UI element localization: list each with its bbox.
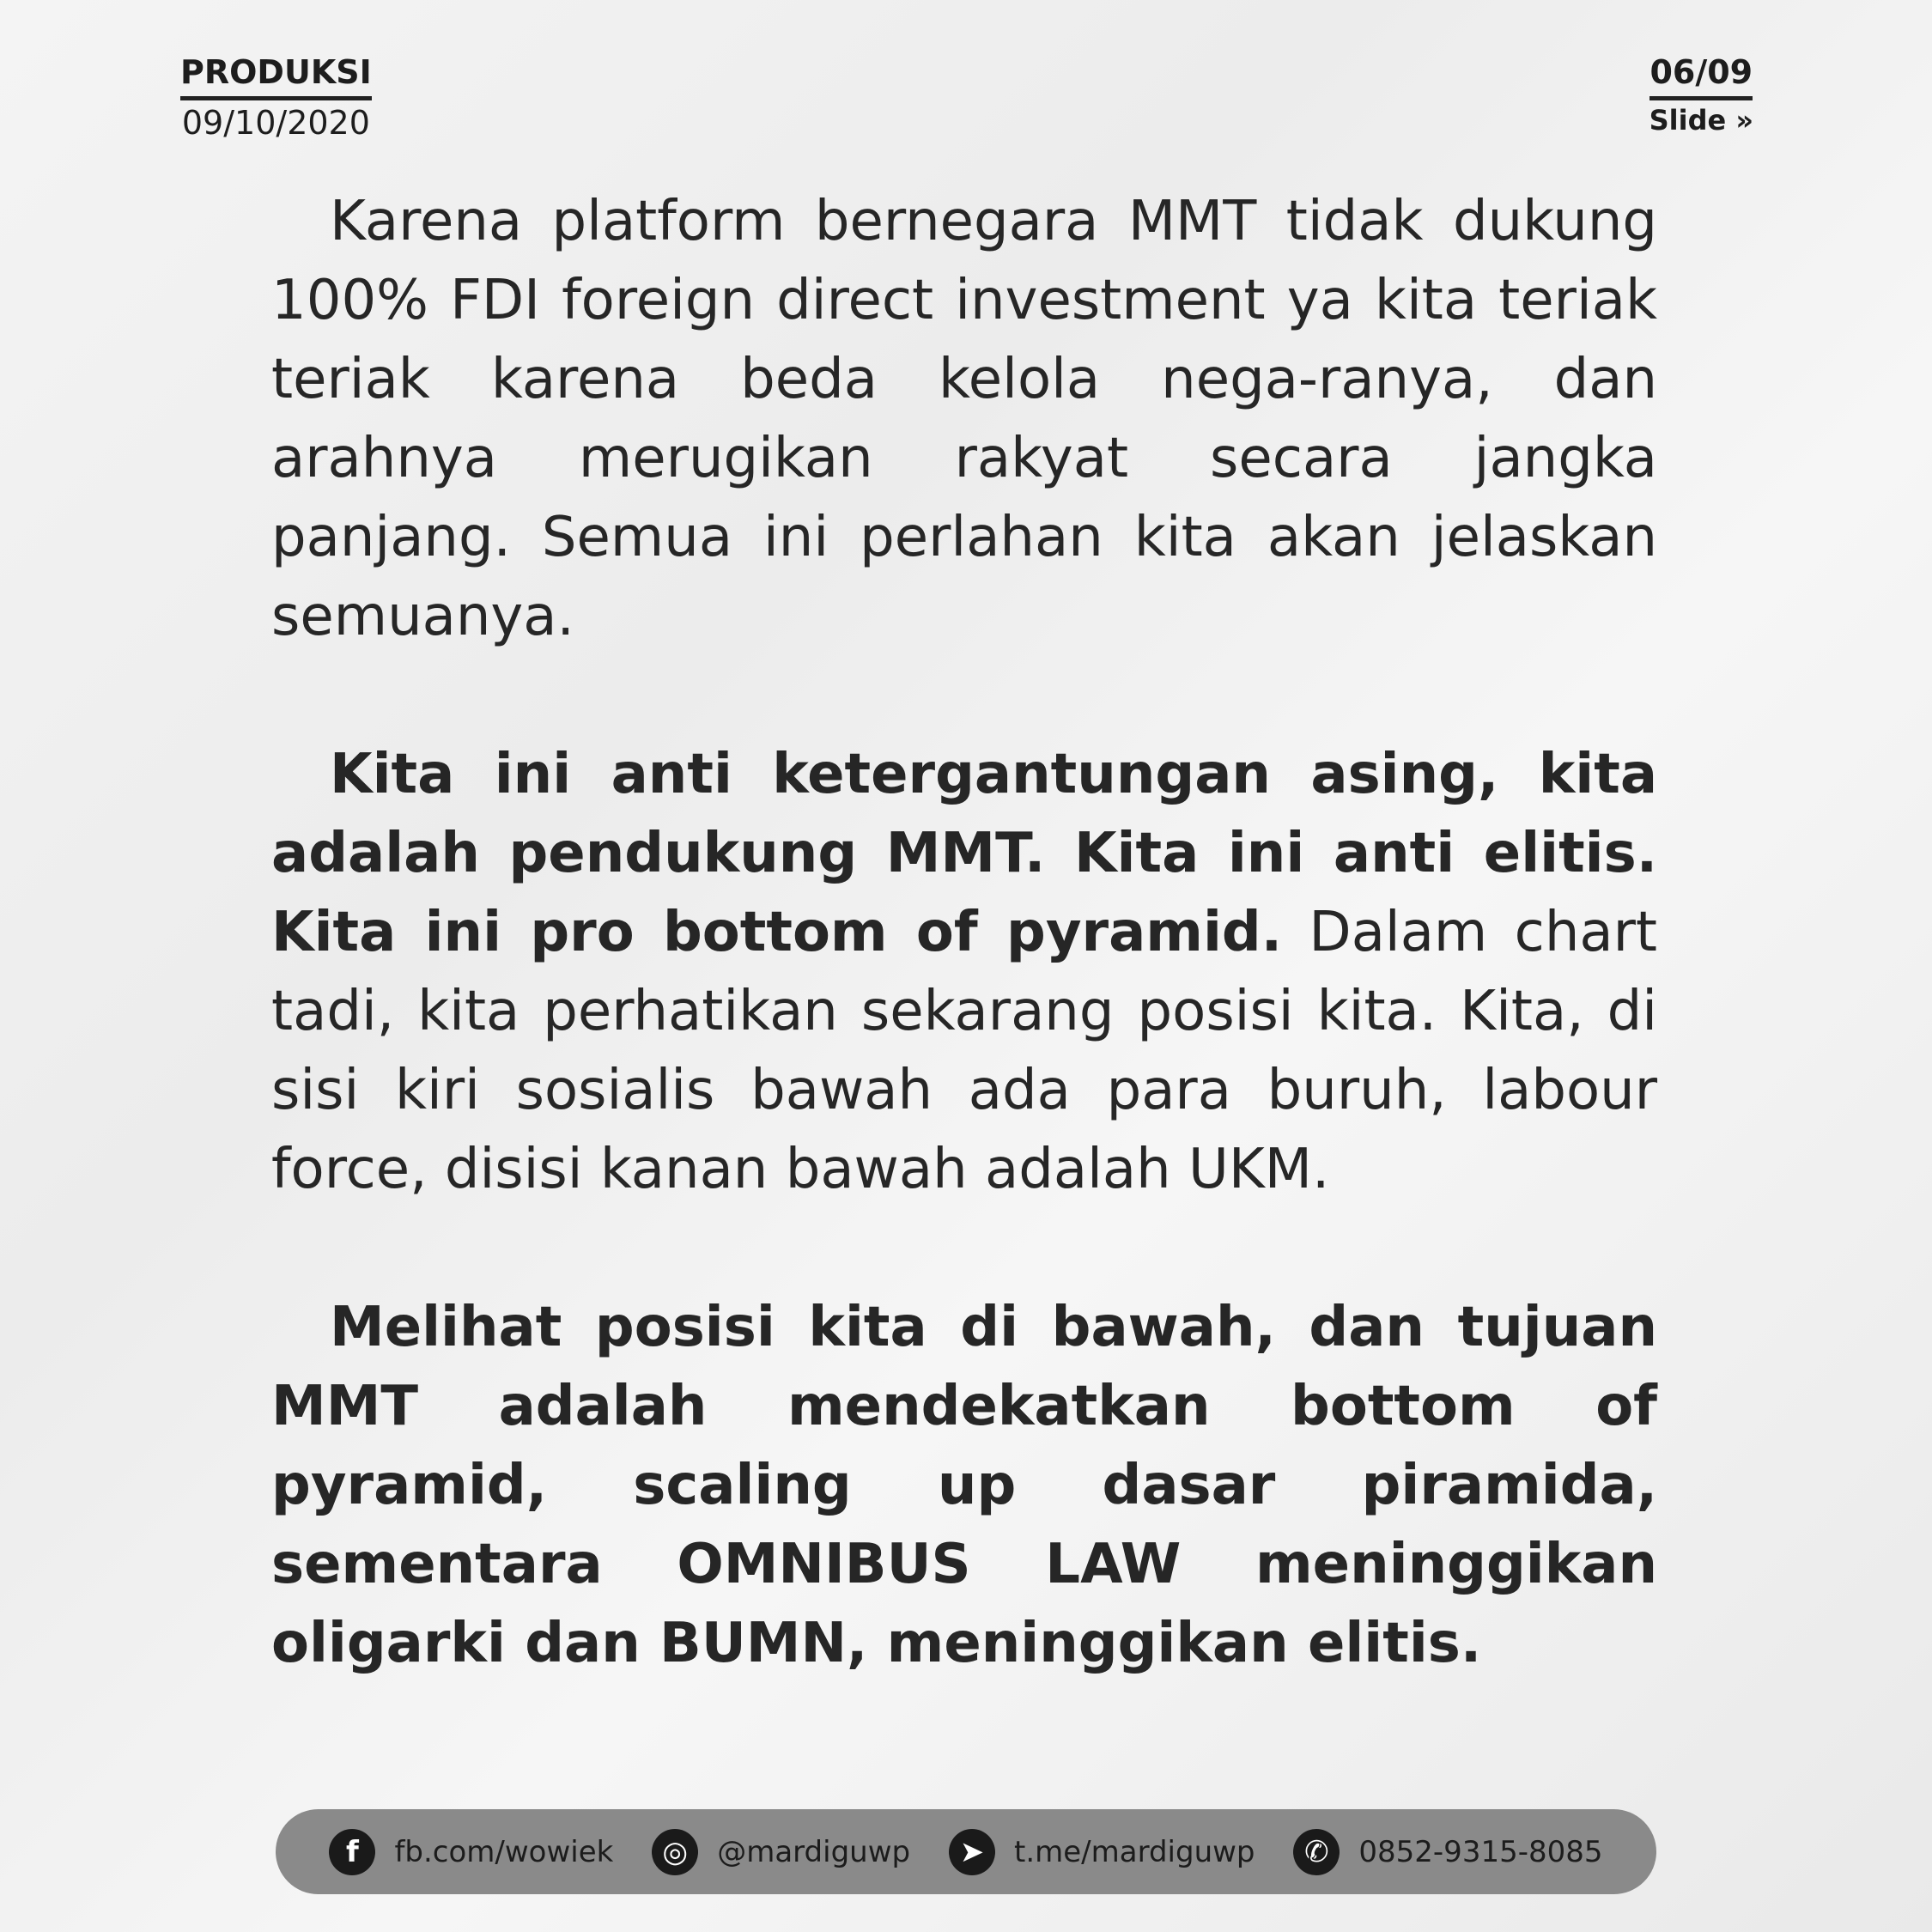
telegram-icon: ➤ [949,1829,995,1875]
header-right [1649,53,1753,137]
text: Karena platform bernegara MMT tidak dukung 100% FDI foreign direct investment ya kita teriak teriak karena beda kelola nega-ranya, dan arahnya merugikan rakyat secara jangka panjang. Semua ini perlahan kita akan jelaskan semuanya. [271,190,1657,648]
social-footer [276,1809,1656,1894]
text: Dalam chart tadi, kita perhatikan sekarang posisi kita. Kita, di sisi kiri sosialis bawah ada para buruh, labour force, disisi kanan bawah adalah UKM. [271,901,1658,1201]
social-link[interactable] [1293,1829,1602,1875]
social-link-label: fb.com/wowiek [394,1834,614,1869]
social-link-label: t.me/mardiguwp [1013,1834,1255,1869]
paragraph [271,182,1657,656]
facebook-icon: f [329,1829,375,1875]
social-link-label: @mardiguwp [717,1834,911,1869]
social-link[interactable] [652,1829,910,1875]
social-link[interactable] [329,1829,613,1875]
header-left [180,53,372,142]
paragraph [271,1288,1657,1683]
next-slide-label[interactable]: Slide » [1649,104,1753,137]
bold-text: Kita ini anti ketergantungan asing, kita adalah pendukung MMT. Kita ini anti elitis. Kita ini pro bottom of pyramid. [271,743,1657,964]
instagram-icon: ◎ [652,1829,698,1875]
page-counter: 06/09 [1649,53,1753,100]
whatsapp-icon: ✆ [1293,1829,1340,1875]
body-text [271,182,1657,1762]
section-label: PRODUKSI [180,53,372,100]
paragraph [271,735,1657,1209]
bold-text: Melihat posisi kita di bawah, dan tujuan MMT adalah mendekatkan bottom of pyramid, scaling up dasar piramida, sementara OMNIBUS LAW meninggikan oligarki dan BUMN, meninggikan elitis. [271,1296,1657,1675]
date-label: 09/10/2020 [181,104,370,142]
social-link[interactable] [949,1829,1255,1875]
social-link-label: 0852-9315-8085 [1358,1834,1603,1869]
